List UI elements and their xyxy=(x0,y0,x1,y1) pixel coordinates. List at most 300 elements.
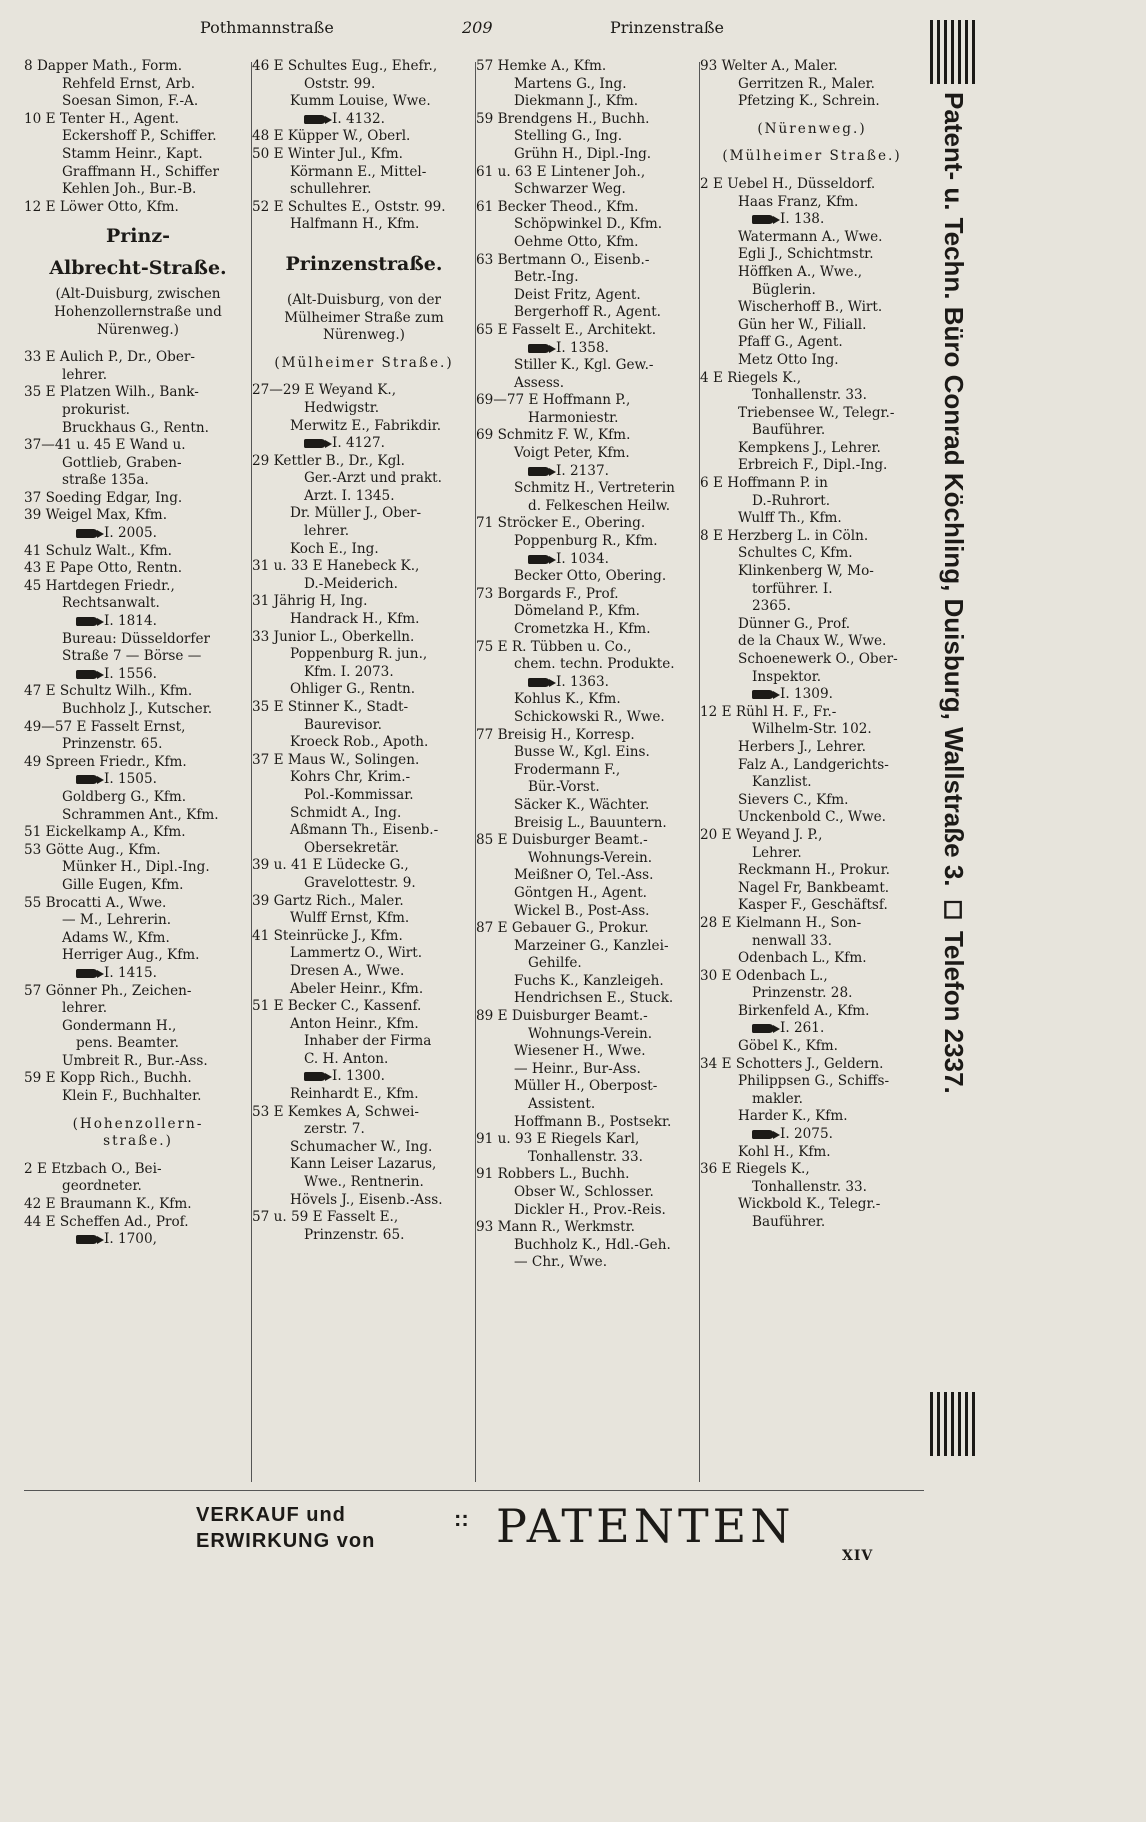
address-entry xyxy=(476,427,700,445)
address-entry xyxy=(24,1161,252,1179)
entry-text: Harmoniestr. xyxy=(528,409,619,426)
entry-text: 71 Ströcker E., Obering. xyxy=(476,515,646,532)
entry-text: Lammertz O., Wirt. xyxy=(290,945,423,962)
entry-text: D.-Meiderich. xyxy=(304,575,398,592)
spacer xyxy=(252,345,476,355)
address-entry xyxy=(476,1008,700,1026)
phone-entry xyxy=(24,525,252,543)
entry-line xyxy=(700,669,924,687)
entry-line xyxy=(24,455,252,473)
column-4 xyxy=(700,58,924,1488)
address-entry xyxy=(700,1056,924,1074)
telephone-hand-icon xyxy=(76,1235,98,1244)
entry-line xyxy=(700,792,924,810)
entry-text: Wilhelm-Str. 102. xyxy=(752,721,872,738)
telephone-hand-icon xyxy=(76,969,98,978)
entry-text: I. 1415. xyxy=(104,964,157,981)
entry-line xyxy=(252,646,476,664)
entry-line xyxy=(24,1053,252,1071)
entry-line xyxy=(252,1156,476,1174)
entry-text: Albrecht-Straße. xyxy=(49,257,227,280)
address-entry xyxy=(252,998,476,1016)
entry-line xyxy=(24,631,252,649)
entry-text: Kempkens J., Lehrer. xyxy=(738,439,881,456)
entry-line xyxy=(700,1073,924,1091)
entry-line xyxy=(24,1133,252,1151)
address-entry xyxy=(252,1209,476,1227)
phone-entry xyxy=(252,111,476,129)
entry-line xyxy=(24,1035,252,1053)
entry-text: Stamm Heinr., Kapt. xyxy=(62,145,203,162)
entry-text: I. 2005. xyxy=(104,525,157,542)
address-entry xyxy=(700,370,924,388)
telephone-hand-icon xyxy=(752,690,774,699)
entry-line xyxy=(476,744,700,762)
entry-text: 42 E Braumann K., Kfm. xyxy=(24,1196,192,1213)
entry-text: 50 E Winter Jul., Kfm. xyxy=(252,145,403,162)
telephone-hand-icon xyxy=(752,1130,774,1139)
entry-line xyxy=(252,292,476,310)
telephone-hand-icon xyxy=(528,678,550,687)
entry-text: Tonhallenstr. 33. xyxy=(528,1148,644,1165)
address-entry xyxy=(252,593,476,611)
entry-text: Pfetzing K., Schrein. xyxy=(738,93,880,110)
address-entry xyxy=(476,392,700,410)
entry-text: 28 E Kielmann H., Son- xyxy=(700,914,862,931)
entry-line xyxy=(700,493,924,511)
entry-text: d. Felkeschen Heilw. xyxy=(528,497,671,514)
entry-text: 75 E R. Tübben u. Co., xyxy=(476,638,632,655)
entry-text: (Mülheimer Straße.) xyxy=(274,354,454,371)
entry-text: Adams W., Kfm. xyxy=(62,929,170,946)
address-entry xyxy=(24,490,252,508)
entry-text: Schöpwinkel D., Kfm. xyxy=(514,216,663,233)
entry-line xyxy=(252,734,476,752)
entry-line xyxy=(476,1026,700,1044)
entry-line xyxy=(476,146,700,164)
entry-line xyxy=(24,286,252,304)
entry-text: lehrer. xyxy=(304,523,350,540)
entry-line xyxy=(252,418,476,436)
entry-line xyxy=(476,1114,700,1132)
entry-text: Kfm. I. 2073. xyxy=(304,663,394,680)
entry-line xyxy=(700,1179,924,1197)
entry-text: 41 Schulz Walt., Kfm. xyxy=(24,542,172,559)
entry-text: 73 Borgards F., Prof. xyxy=(476,585,619,602)
entry-text: Wohnungs-Verein. xyxy=(528,1025,653,1042)
entry-text: chem. techn. Produkte. xyxy=(514,656,675,673)
phone-entry xyxy=(24,771,252,789)
entry-text: torführer. I. xyxy=(752,580,833,597)
address-entry xyxy=(252,128,476,146)
entry-line xyxy=(700,1144,924,1162)
entry-line xyxy=(700,93,924,111)
address-entry xyxy=(700,827,924,845)
entry-line xyxy=(700,774,924,792)
entry-text: I. 138. xyxy=(780,211,825,228)
entry-line xyxy=(24,1018,252,1036)
entry-text: 89 E Duisburger Beamt.- xyxy=(476,1008,648,1025)
entry-text: Sievers C., Kfm. xyxy=(738,791,849,808)
entry-text: D.-Ruhrort. xyxy=(752,492,831,509)
entry-line xyxy=(24,402,252,420)
address-entry xyxy=(24,824,252,842)
entry-line xyxy=(24,146,252,164)
entry-text: Kohl H., Kfm. xyxy=(738,1143,831,1160)
address-entry xyxy=(476,639,700,657)
entry-text: I. 1700, xyxy=(104,1231,157,1248)
entry-text: 77 Breisig H., Korresp. xyxy=(476,726,635,743)
entry-text: 51 Eickelkamp A., Kfm. xyxy=(24,824,186,841)
spacer xyxy=(700,166,924,176)
entry-line xyxy=(476,903,700,921)
address-entry xyxy=(252,58,476,76)
entry-text: Schickowski R., Wwe. xyxy=(514,708,665,725)
entry-line xyxy=(24,181,252,199)
entry-text: Rehfeld Ernst, Arb. xyxy=(62,75,196,92)
entry-text: 52 E Schultes E., Oststr. 99. xyxy=(252,198,446,215)
entry-text: Fuchs K., Kanzleigeh. xyxy=(514,972,664,989)
spacer xyxy=(24,1151,252,1161)
entry-text: 57 u. 59 E Fasselt E., xyxy=(252,1209,399,1226)
address-entry xyxy=(476,1131,700,1149)
entry-line xyxy=(24,736,252,754)
entry-text: 49 Spreen Friedr., Kfm. xyxy=(24,753,187,770)
address-entry xyxy=(476,164,700,182)
entry-line xyxy=(476,990,700,1008)
entry-text: Meißner O, Tel.-Ass. xyxy=(514,867,654,884)
entry-text: Reinhardt E., Kfm. xyxy=(290,1086,419,1103)
entry-line xyxy=(476,269,700,287)
entry-text: Oststr. 99. xyxy=(304,75,376,92)
entry-line xyxy=(476,1237,700,1255)
address-entry xyxy=(252,629,476,647)
address-entry xyxy=(700,704,924,722)
address-entry xyxy=(476,586,700,604)
entry-line xyxy=(252,1121,476,1139)
phone-entry xyxy=(24,613,252,631)
address-entry xyxy=(252,453,476,471)
entry-text: 27—29 E Weyand K., xyxy=(252,382,397,399)
entry-line xyxy=(252,523,476,541)
entry-line xyxy=(24,472,252,490)
entry-line xyxy=(700,194,924,212)
entry-line xyxy=(700,76,924,94)
phone-entry xyxy=(476,674,700,692)
entry-text: Triebensee W., Telegr.- xyxy=(738,404,895,421)
entry-text: 47 E Schultz Wilh., Kfm. xyxy=(24,683,193,700)
entry-text: Frodermann F., xyxy=(514,761,621,778)
entry-line xyxy=(700,148,924,166)
entry-text: Gottlieb, Graben- xyxy=(62,454,182,471)
entry-line xyxy=(700,422,924,440)
entry-text: 55 Brocatti A., Wwe. xyxy=(24,894,167,911)
address-entry xyxy=(24,543,252,561)
entry-line xyxy=(700,933,924,951)
entry-text: Kumm Louise, Wwe. xyxy=(290,93,431,110)
entry-text: Kohlus K., Kfm. xyxy=(514,691,621,708)
entry-text: Baurevisor. xyxy=(304,716,382,733)
entry-line xyxy=(252,664,476,682)
entry-line xyxy=(700,1196,924,1214)
entry-text: Straße 7 — Börse — xyxy=(62,648,202,665)
address-entry xyxy=(24,1070,252,1088)
phone-entry xyxy=(476,463,700,481)
entry-line xyxy=(252,1174,476,1192)
entry-text: 8 Dapper Math., Form. xyxy=(24,58,183,74)
address-entry xyxy=(24,437,252,455)
entry-line xyxy=(252,355,476,373)
entry-text: 36 E Riegels K., xyxy=(700,1161,810,1178)
entry-text: Abeler Heinr., Kfm. xyxy=(290,980,424,997)
entry-text: 59 E Kopp Rich., Buchh. xyxy=(24,1070,192,1087)
entry-line xyxy=(252,1086,476,1104)
entry-text: Schmidt A., Ing. xyxy=(290,804,402,821)
address-entry xyxy=(476,515,700,533)
entry-text: Gondermann H., xyxy=(62,1017,177,1034)
entry-text: Halfmann H., Kfm. xyxy=(290,216,420,233)
entry-text: lehrer. xyxy=(62,1000,108,1017)
bottom-ad-rule xyxy=(24,1490,924,1491)
entry-line xyxy=(476,498,700,516)
entry-line xyxy=(24,304,252,322)
entry-line xyxy=(700,563,924,581)
entry-text: (Hohenzollern- xyxy=(72,1115,204,1132)
entry-line xyxy=(252,945,476,963)
entry-line xyxy=(252,1139,476,1157)
phone-entry xyxy=(700,686,924,704)
entry-text: lehrer. xyxy=(62,366,108,383)
entry-text: 91 Robbers L., Buchh. xyxy=(476,1166,630,1183)
entry-text: 63 Bertmann O., Eisenb.- xyxy=(476,251,650,268)
entry-line xyxy=(476,938,700,956)
entry-text: I. 1358. xyxy=(556,339,609,356)
address-entry xyxy=(24,842,252,860)
entry-text: I. 2075. xyxy=(780,1126,833,1143)
entry-text: Metz Otto Ing. xyxy=(738,351,839,368)
entry-line xyxy=(476,1202,700,1220)
entry-line xyxy=(700,985,924,1003)
entry-text: Gehilfe. xyxy=(528,955,582,972)
entry-line xyxy=(476,128,700,146)
entry-text: Obser W., Schlosser. xyxy=(514,1184,654,1200)
address-entry xyxy=(24,719,252,737)
address-entry xyxy=(476,727,700,745)
entry-line xyxy=(476,287,700,305)
address-entry xyxy=(252,752,476,770)
entry-text: Voigt Peter, Kfm. xyxy=(514,445,630,462)
entry-text: Rechtsanwalt. xyxy=(62,595,160,612)
telephone-hand-icon xyxy=(528,555,550,564)
spacer xyxy=(252,372,476,382)
entry-line xyxy=(700,545,924,563)
entry-text: Diekmann J., Kfm. xyxy=(514,93,639,110)
entry-text: Klein F., Buchhalter. xyxy=(62,1088,202,1105)
entry-text: Säcker K., Wächter. xyxy=(514,796,650,813)
entry-text: 53 Götte Aug., Kfm. xyxy=(24,841,161,858)
entry-text: Inhaber der Firma xyxy=(304,1033,432,1050)
entry-line xyxy=(252,769,476,787)
side-advertisement: Patent- u. Techn. Büro Conrad Köchling, Duisburg, Wallstraße 3. ◻ Telefon 2337. xyxy=(939,92,969,1094)
entry-text: Büglerin. xyxy=(752,281,816,298)
entry-text: Kehlen Joh., Bur.-B. xyxy=(62,181,197,198)
entry-line xyxy=(700,264,924,282)
entry-line xyxy=(252,164,476,182)
entry-text: Reckmann H., Prokur. xyxy=(738,862,890,879)
entry-text: Poppenburg R., Kfm. xyxy=(514,533,658,550)
entry-line xyxy=(476,797,700,815)
entry-line xyxy=(476,1061,700,1079)
entry-text: 35 E Platzen Wilh., Bank- xyxy=(24,384,199,401)
ad-line-2: ERWIRKUNG von xyxy=(196,1530,376,1552)
entry-text: 59 Brendgens H., Buchh. xyxy=(476,110,650,127)
entry-line xyxy=(700,739,924,757)
phone-entry xyxy=(24,1231,252,1249)
entry-line xyxy=(700,121,924,139)
entry-text: Breisig L., Bauuntern. xyxy=(514,814,667,831)
entry-text: Buchholz K., Hdl.-Geh. xyxy=(514,1236,671,1253)
address-entry xyxy=(24,384,252,402)
phone-entry xyxy=(700,211,924,229)
entry-line xyxy=(24,1000,252,1018)
address-entry xyxy=(24,1214,252,1232)
entry-text: prokurist. xyxy=(62,401,130,418)
entry-line xyxy=(700,809,924,827)
entry-text: Obersekretär. xyxy=(304,839,400,856)
entry-text: Kasper F., Geschäftsf. xyxy=(738,897,888,914)
entry-text: 39 u. 41 E Lüdecke G., xyxy=(252,857,409,874)
entry-text: 37—41 u. 45 E Wand u. xyxy=(24,437,186,454)
entry-text: 69 Schmitz F. W., Kfm. xyxy=(476,427,631,444)
telephone-hand-icon xyxy=(528,467,550,476)
entry-text: Herriger Aug., Kfm. xyxy=(62,947,200,964)
entry-text: Schwarzer Weg. xyxy=(514,181,626,198)
entry-text: C. H. Anton. xyxy=(304,1050,389,1067)
entry-text: 61 u. 63 E Lintener Joh., xyxy=(476,163,646,180)
entry-line xyxy=(476,621,700,639)
entry-text: Göntgen H., Agent. xyxy=(514,884,648,901)
entry-text: Eckershoff P., Schiffer. xyxy=(62,128,217,145)
entry-text: Hövels J., Eisenb.-Ass. xyxy=(290,1191,443,1208)
entry-text: Gille Eugen, Kfm. xyxy=(62,876,184,893)
entry-text: Bureau: Düsseldorfer xyxy=(62,630,211,647)
entry-line xyxy=(700,405,924,423)
entry-text: Inspektor. xyxy=(752,668,822,685)
entry-line xyxy=(476,973,700,991)
entry-text: Bruckhaus G., Rentn. xyxy=(62,419,209,436)
entry-text: 37 E Maus W., Solingen. xyxy=(252,751,420,768)
entry-line xyxy=(24,1088,252,1106)
entry-line xyxy=(476,1149,700,1167)
address-entry xyxy=(252,382,476,400)
telephone-hand-icon xyxy=(528,344,550,353)
entry-text: Martens G., Ing. xyxy=(514,75,627,92)
entry-line xyxy=(252,576,476,594)
entry-text: Pfaff G., Agent. xyxy=(738,334,843,351)
entry-text: Wischerhoff B., Wirt. xyxy=(738,299,883,316)
telephone-hand-icon xyxy=(304,115,326,124)
entry-text: Kann Leiser Lazarus, xyxy=(290,1156,437,1173)
entry-text: Soesan Simon, F.-A. xyxy=(62,93,199,110)
address-entry xyxy=(252,199,476,217)
entry-text: Schoenewerk O., Ober- xyxy=(738,651,898,667)
entry-text: pens. Beamter. xyxy=(76,1035,179,1052)
ad-colon: :: xyxy=(454,1506,469,1531)
telephone-hand-icon xyxy=(752,215,774,224)
entry-line xyxy=(700,1091,924,1109)
entry-text: zerstr. 7. xyxy=(304,1121,365,1138)
address-entry xyxy=(700,1161,924,1179)
phone-entry xyxy=(700,1126,924,1144)
entry-text: I. 1814. xyxy=(104,613,157,630)
entry-line xyxy=(700,581,924,599)
entry-line xyxy=(252,963,476,981)
column-2 xyxy=(252,58,476,1488)
entry-text: Höffken A., Wwe., xyxy=(738,263,863,280)
entry-text: Müller H., Oberpost- xyxy=(514,1078,658,1095)
entry-text: 30 E Odenbach L., xyxy=(700,967,828,984)
entry-line xyxy=(700,246,924,264)
entry-text: Tonhallenstr. 33. xyxy=(752,1178,868,1195)
entry-text: 85 E Duisburger Beamt.- xyxy=(476,832,648,849)
entry-line xyxy=(700,1038,924,1056)
entry-text: Wickel B., Post-Ass. xyxy=(514,902,650,919)
address-entry xyxy=(476,199,700,217)
address-entry xyxy=(24,578,252,596)
entry-line xyxy=(700,950,924,968)
entry-text: 43 E Pape Otto, Rentn. xyxy=(24,560,183,577)
entry-line xyxy=(700,845,924,863)
phone-entry xyxy=(24,666,252,684)
entry-text: Poppenburg R. jun., xyxy=(290,646,428,663)
entry-text: Schrammen Ant., Kfm. xyxy=(62,806,219,823)
address-entry xyxy=(476,1166,700,1184)
entry-line xyxy=(252,822,476,840)
entry-text: 57 Gönner Ph., Zeichen- xyxy=(24,982,192,999)
entry-text: 93 Mann R., Werkmstr. xyxy=(476,1219,635,1236)
entry-text: 35 E Stinner K., Stadt- xyxy=(252,699,409,715)
address-entry xyxy=(252,893,476,911)
entry-line xyxy=(700,862,924,880)
entry-text: Lehrer. xyxy=(752,844,802,861)
telephone-hand-icon xyxy=(76,670,98,679)
entry-text: Busse W., Kgl. Eins. xyxy=(514,744,650,761)
entry-line xyxy=(252,181,476,199)
entry-text: Stiller K., Kgl. Gew.- xyxy=(514,357,654,374)
entry-line xyxy=(252,981,476,999)
entry-line xyxy=(476,762,700,780)
address-entry xyxy=(24,983,252,1001)
entry-text: Grühn H., Dipl.-Ing. xyxy=(514,145,652,162)
address-entry xyxy=(700,915,924,933)
entry-text: Assess. xyxy=(514,374,565,391)
entry-line xyxy=(700,1003,924,1021)
entry-text: 2365. xyxy=(752,598,791,615)
entry-text: 4 E Riegels K., xyxy=(700,369,802,386)
entry-text: (Nürenweg.) xyxy=(757,120,867,137)
entry-text: I. 2137. xyxy=(556,462,609,479)
entry-text: 91 u. 93 E Riegels Karl, xyxy=(476,1131,640,1148)
entry-text: Kohrs Chr, Krim.- xyxy=(290,769,411,786)
address-entry xyxy=(24,895,252,913)
entry-text: 37 Soeding Edgar, Ing. xyxy=(24,489,183,506)
entry-line xyxy=(252,470,476,488)
spacer xyxy=(252,234,476,244)
entry-text: Crometzka H., Kfm. xyxy=(514,621,651,637)
entry-text: 33 Junior L., Oberkelln. xyxy=(252,628,415,645)
entry-text: de la Chaux W., Wwe. xyxy=(738,633,887,650)
entry-text: — M., Lehrerin. xyxy=(62,912,172,929)
